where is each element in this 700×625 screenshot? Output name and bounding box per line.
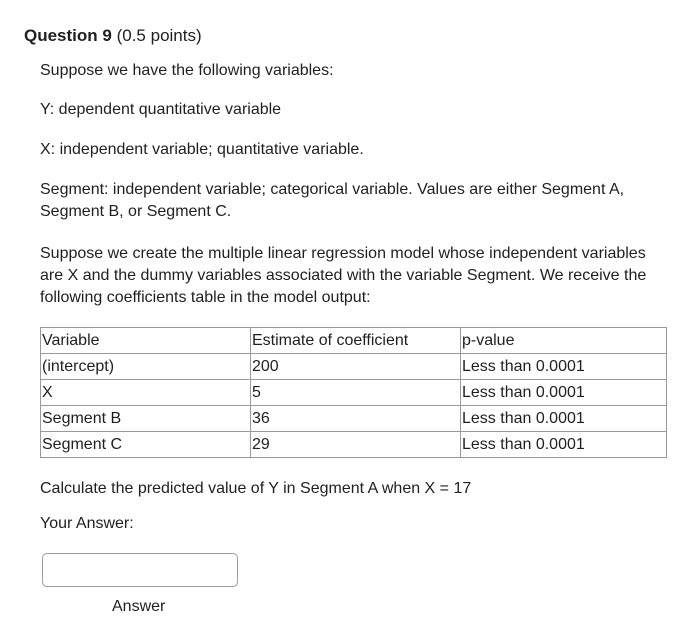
question-number: Question 9 bbox=[24, 26, 112, 45]
question-points: (0.5 points) bbox=[116, 26, 202, 45]
question-header bbox=[24, 26, 202, 46]
question-prompt: Calculate the predicted value of Y in Segment A when X = 17 bbox=[40, 480, 472, 497]
table-row bbox=[41, 380, 667, 406]
intro-text: Suppose we have the following variables: bbox=[40, 62, 334, 79]
table-header-row bbox=[41, 328, 667, 354]
table-cell-variable: Segment C bbox=[41, 432, 251, 458]
table-cell-estimate: 36 bbox=[251, 406, 461, 432]
table-cell-p-value: Less than 0.0001 bbox=[461, 432, 667, 458]
table-row bbox=[41, 354, 667, 380]
table-cell-p-value: Less than 0.0001 bbox=[461, 406, 667, 432]
table-cell-variable: X bbox=[41, 380, 251, 406]
table-cell-estimate: 29 bbox=[251, 432, 461, 458]
header-p-value: p-value bbox=[461, 328, 667, 354]
header-variable: Variable bbox=[41, 328, 251, 354]
answer-caption: Answer bbox=[112, 598, 166, 615]
model-description-text: Suppose we create the multiple linear regression model whose independent variables are X and the dummy variables associated with the variable Segment. We receive the following coefficients table in the model output: bbox=[40, 245, 647, 306]
table-cell-variable: (intercept) bbox=[41, 354, 251, 380]
coefficients-table bbox=[40, 327, 667, 458]
header-estimate: Estimate of coefficient bbox=[251, 328, 461, 354]
variable-x-text: X: independent variable; quantitative variable. bbox=[40, 141, 364, 158]
answer-input[interactable] bbox=[42, 553, 238, 587]
table-cell-estimate: 200 bbox=[251, 354, 461, 380]
table-cell-estimate: 5 bbox=[251, 380, 461, 406]
your-answer-label: Your Answer: bbox=[40, 515, 134, 532]
table-cell-p-value: Less than 0.0001 bbox=[461, 354, 667, 380]
table-row bbox=[41, 406, 667, 432]
table-cell-variable: Segment B bbox=[41, 406, 251, 432]
variable-y-text: Y: dependent quantitative variable bbox=[40, 101, 282, 118]
table-row bbox=[41, 432, 667, 458]
variable-segment-text: Segment: independent variable; categorical variable. Values are either Segment A, Segment B, or Segment C. bbox=[40, 181, 625, 220]
table-cell-p-value: Less than 0.0001 bbox=[461, 380, 667, 406]
